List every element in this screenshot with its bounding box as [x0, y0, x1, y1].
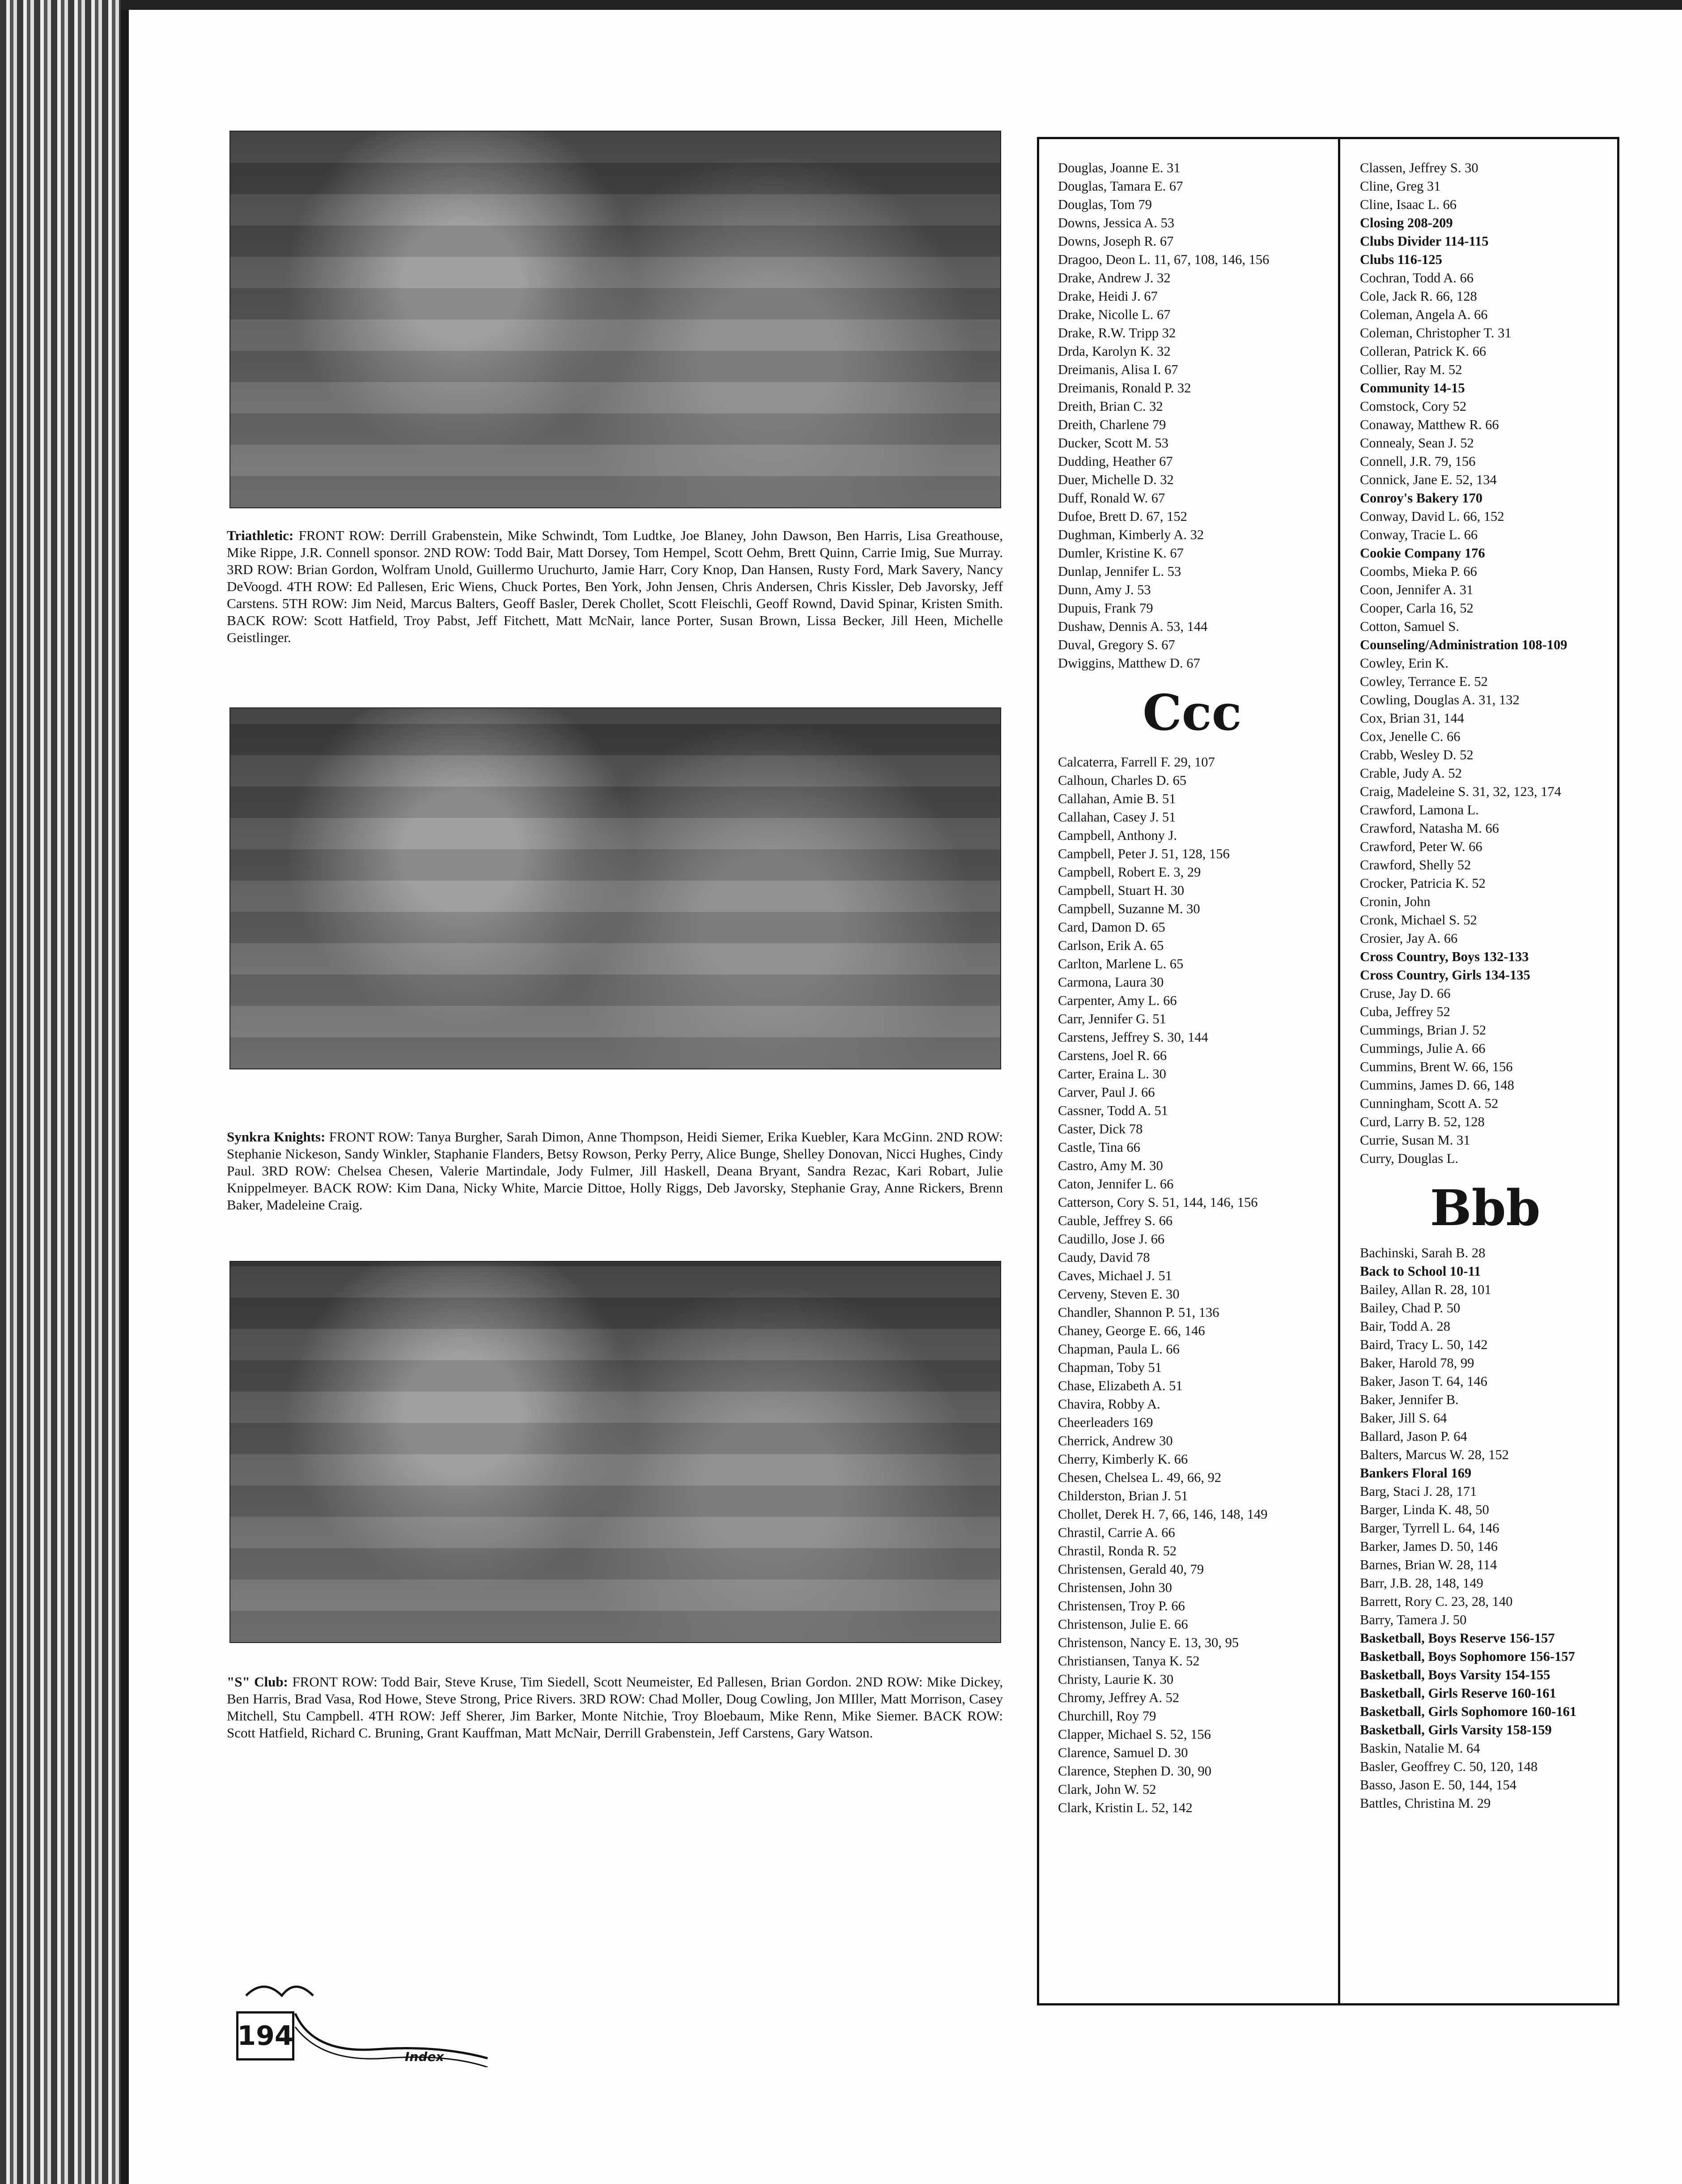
index-entry: Cronk, Michael S. 52: [1360, 912, 1477, 928]
index-entry: Duer, Michelle D. 32: [1058, 472, 1174, 487]
index-entry: Classen, Jeffrey S. 30: [1360, 160, 1478, 175]
index-entry: Carlson, Erik A. 65: [1058, 938, 1164, 953]
index-section-entry: Basketball, Boys Reserve 156-157: [1360, 1631, 1555, 1646]
index-entry: Ducker, Scott M. 53: [1058, 435, 1168, 451]
index-entry: Connick, Jane E. 52, 134: [1360, 472, 1497, 487]
index-entry: Coon, Jennifer A. 31: [1360, 582, 1474, 597]
index-entry: Callahan, Casey J. 51: [1058, 809, 1176, 825]
index-entry: Baker, Jennifer B.: [1360, 1392, 1459, 1407]
index-entry: Cummins, James D. 66, 148: [1360, 1077, 1514, 1093]
index-entry: Campbell, Robert E. 3, 29: [1058, 864, 1201, 880]
index-entry: Christy, Laurie K. 30: [1058, 1672, 1174, 1687]
index-entry: Baker, Harold 78, 99: [1360, 1355, 1474, 1371]
index-entry: Campbell, Stuart H. 30: [1058, 883, 1185, 898]
index-entry: Christenson, Nancy E. 13, 30, 95: [1058, 1635, 1239, 1650]
index-entry: Chrastil, Ronda R. 52: [1058, 1543, 1177, 1558]
index-entry: Clarence, Samuel D. 30: [1058, 1745, 1188, 1760]
index-entry: Barrett, Rory C. 23, 28, 140: [1360, 1594, 1513, 1609]
index-entry: Cummings, Julie A. 66: [1360, 1041, 1486, 1056]
s-club-photo: [229, 1261, 1001, 1643]
index-entry: Cuba, Jeffrey 52: [1360, 1004, 1450, 1019]
index-entry: Conaway, Matthew R. 66: [1360, 417, 1499, 432]
index-section-entry: Cross Country, Girls 134-135: [1360, 967, 1530, 983]
caption-title: Triathletic:: [227, 528, 294, 543]
index-entry: Douglas, Tamara E. 67: [1058, 179, 1183, 194]
index-section-entry: Closing 208-209: [1360, 215, 1453, 230]
index-entry: Callahan, Amie B. 51: [1058, 791, 1176, 806]
index-entry: Cline, Greg 31: [1360, 179, 1441, 194]
index-entry: Curd, Larry B. 52, 128: [1360, 1114, 1485, 1129]
index-entry: Drake, Andrew J. 32: [1058, 270, 1171, 285]
caption-title: Synkra Knights:: [227, 1129, 326, 1145]
index-entry: Conway, Tracie L. 66: [1360, 527, 1478, 542]
index-entry: Barker, James D. 50, 146: [1360, 1539, 1498, 1554]
index-entry: Downs, Jessica A. 53: [1058, 215, 1175, 230]
index-entry: Caudillo, Jose J. 66: [1058, 1231, 1165, 1247]
index-entry: Carstens, Joel R. 66: [1058, 1048, 1167, 1063]
index-section-entry: Back to School 10-11: [1360, 1264, 1481, 1279]
index-entry: Cotton, Samuel S.: [1360, 619, 1459, 634]
index-entry: Bair, Todd A. 28: [1360, 1319, 1450, 1334]
index-entry: Dreimanis, Alisa I. 67: [1058, 362, 1178, 377]
index-entry: Campbell, Anthony J.: [1058, 828, 1177, 843]
index-entry: Dwiggins, Matthew D. 67: [1058, 656, 1200, 671]
index-entry: Baskin, Natalie M. 64: [1360, 1741, 1480, 1756]
index-entry: Crawford, Shelly 52: [1360, 857, 1471, 873]
caption-title: "S" Club:: [227, 1674, 288, 1690]
index-entry: Cowley, Erin K.: [1360, 656, 1448, 671]
index-entry: Baker, Jason T. 64, 146: [1360, 1374, 1487, 1389]
index-entry: Cassner, Todd A. 51: [1058, 1103, 1168, 1118]
index-entry: Chromy, Jeffrey A. 52: [1058, 1690, 1180, 1705]
index-section-entry: Basketball, Boys Varsity 154-155: [1360, 1667, 1550, 1682]
index-entry: Crosier, Jay A. 66: [1360, 931, 1458, 946]
index-entry: Douglas, Tom 79: [1058, 197, 1152, 212]
index-entry: Cummins, Brent W. 66, 156: [1360, 1059, 1513, 1074]
index-entry: Cruse, Jay D. 66: [1360, 986, 1451, 1001]
index-entry: Caster, Dick 78: [1058, 1121, 1143, 1137]
index-entry: Barger, Tyrrell L. 64, 146: [1360, 1520, 1499, 1536]
index-entry: Carlton, Marlene L. 65: [1058, 956, 1184, 971]
index-entry: Christensen, John 30: [1058, 1580, 1172, 1595]
index-entry: Cox, Jenelle C. 66: [1360, 729, 1461, 744]
index-entry: Bachinski, Sarah B. 28: [1360, 1245, 1486, 1260]
index-entry: Cummings, Brian J. 52: [1360, 1022, 1487, 1038]
index-entry: Carstens, Jeffrey S. 30, 144: [1058, 1030, 1208, 1045]
index-entry: Cauble, Jeffrey S. 66: [1058, 1213, 1173, 1228]
index-entry: Currie, Susan M. 31: [1360, 1132, 1470, 1148]
index-entry: Crawford, Natasha M. 66: [1360, 821, 1499, 836]
index-entry: Caves, Michael J. 51: [1058, 1268, 1172, 1283]
index-section-entry: Basketball, Girls Varsity 158-159: [1360, 1722, 1552, 1737]
index-entry: Coombs, Mieka P. 66: [1360, 564, 1477, 579]
index-entry: Dushaw, Dennis A. 53, 144: [1058, 619, 1208, 634]
index-entry: Dughman, Kimberly A. 32: [1058, 527, 1204, 542]
s-club-caption: [227, 1673, 1003, 1741]
index-entry: Comstock, Cory 52: [1360, 399, 1467, 414]
letter-heading-b: Bbb: [1430, 1179, 1541, 1237]
footer-section-label: Index: [405, 2049, 444, 2064]
index-entry: Baird, Tracy L. 50, 142: [1360, 1337, 1488, 1352]
index-entry: Cherrick, Andrew 30: [1058, 1433, 1173, 1448]
index-entry: Chavira, Robby A.: [1058, 1396, 1160, 1412]
index-column-divider: [1338, 137, 1340, 2005]
index-entry: Cline, Isaac L. 66: [1360, 197, 1457, 212]
index-entry: Chase, Elizabeth A. 51: [1058, 1378, 1183, 1393]
index-entry: Barger, Linda K. 48, 50: [1360, 1502, 1489, 1517]
index-entry: Chandler, Shannon P. 51, 136: [1058, 1305, 1219, 1320]
index-entry: Dreith, Charlene 79: [1058, 417, 1166, 432]
index-entry: Dreimanis, Ronald P. 32: [1058, 380, 1191, 396]
index-entry: Chapman, Paula L. 66: [1058, 1341, 1180, 1357]
index-entry: Barnes, Brian W. 28, 114: [1360, 1557, 1497, 1572]
index-entry: Basso, Jason E. 50, 144, 154: [1360, 1777, 1516, 1792]
index-entry: Crawford, Lamona L.: [1360, 802, 1479, 817]
index-entry: Duval, Gregory S. 67: [1058, 637, 1175, 652]
triathletic-caption: [227, 527, 1003, 646]
index-entry: Clapper, Michael S. 52, 156: [1058, 1727, 1211, 1742]
index-entry: Caudy, David 78: [1058, 1250, 1150, 1265]
index-entry: Bailey, Chad P. 50: [1360, 1300, 1461, 1316]
index-entry: Campbell, Suzanne M. 30: [1058, 901, 1200, 916]
index-section-entry: Basketball, Girls Reserve 160-161: [1360, 1686, 1556, 1701]
index-section-entry: Cookie Company 176: [1360, 545, 1485, 561]
index-entry: Connell, J.R. 79, 156: [1360, 454, 1476, 469]
triathletic-photo: [229, 131, 1001, 508]
index-entry: Cochran, Todd A. 66: [1360, 270, 1474, 285]
synkra-knights-caption: [227, 1128, 1003, 1213]
index-entry: Ballard, Jason P. 64: [1360, 1429, 1467, 1444]
index-entry: Christensen, Gerald 40, 79: [1058, 1562, 1204, 1577]
index-entry: Cowley, Terrance E. 52: [1360, 674, 1488, 689]
index-entry: Chapman, Toby 51: [1058, 1360, 1162, 1375]
index-section-entry: Bankers Floral 169: [1360, 1465, 1472, 1481]
index-entry: Duff, Ronald W. 67: [1058, 490, 1165, 506]
index-entry: Drda, Karolyn K. 32: [1058, 344, 1171, 359]
index-entry: Connealy, Sean J. 52: [1360, 435, 1474, 451]
index-section-entry: Clubs Divider 114-115: [1360, 234, 1489, 249]
index-entry: Cerveny, Steven E. 30: [1058, 1286, 1180, 1302]
index-entry: Battles, Christina M. 29: [1360, 1796, 1491, 1811]
index-entry: Card, Damon D. 65: [1058, 920, 1165, 935]
index-entry: Bailey, Allan R. 28, 101: [1360, 1282, 1491, 1297]
index-entry: Dragoo, Deon L. 11, 67, 108, 146, 156: [1058, 252, 1270, 267]
index-entry: Coleman, Angela A. 66: [1360, 307, 1488, 322]
index-entry: Barr, J.B. 28, 148, 149: [1360, 1575, 1483, 1591]
index-section-entry: Cross Country, Boys 132-133: [1360, 949, 1529, 964]
caption-text: FRONT ROW: Derrill Grabenstein, Mike Schwindt, Tom Ludtke, Joe Blaney, John Dawson, Ben Harris, Lisa Greathouse, Mike Rippe, J.R. Connell sponsor. 2ND ROW: Todd Bair, Matt Dorsey, Tom Hempel, Scott Oehm, Brett Quinn, Carrie Imig, Sue Murray. 3RD ROW: Brian Gordon, Wolfram Unold, Guillermo Uruchurto, Jamie Harr, Cory Knop, Dan Hansen, Rusty Ford, Mark Savery, Nancy DeVoogd. 4TH ROW: Ed Pallesen, Eric Wiens, Chuck Portes, Ben York, John Jensen, Chris Andersen, Chris Kissler, Deb Javorsky, Jeff Carstens. 5TH ROW: Jim Neid, Marcus Balters, Geoff Basler, Derek Chollet, Scott Fleischli, Geoff Rownd, David Spinar, Kristen Smith. BACK ROW: Scott Hatfield, Troy Pabst, Jeff Fitchett, Matt McNair, lance Porter, Susan Brown, Lissa Becker, Jill Heen, Michelle Geistlinger.: [227, 528, 1003, 645]
index-entry: Chesen, Chelsea L. 49, 66, 92: [1058, 1470, 1222, 1485]
index-entry: Carter, Eraina L. 30: [1058, 1066, 1166, 1081]
index-entry: Castle, Tina 66: [1058, 1140, 1140, 1155]
index-entry: Dumler, Kristine K. 67: [1058, 545, 1184, 561]
caption-text: FRONT ROW: Tanya Burgher, Sarah Dimon, Anne Thompson, Heidi Siemer, Erika Kuebler, Kara McGinn. 2ND ROW: Stephanie Nickeson, Sandy Winkler, Staphanie Flanders, Betsy Rowson, Perky Perry, Alice Bunge, Shelley Donovan, Nicci Hughes, Cindy Paul. 3RD ROW: Chelsea Chesen, Valerie Martindale, Jody Fulmer, Jill Haskell, Deana Bryant, Sandra Rezac, Kari Robart, Julie Knippelmeyer. BACK ROW: Kim Dana, Nicky White, Marcie Dittoe, Holly Riggs, Deb Javorsky, Stephanie Gray, Anne Rickers, Brenn Baker, Madeleine Craig.: [227, 1129, 1003, 1213]
index-entry: Baker, Jill S. 64: [1360, 1410, 1447, 1426]
index-column-2: [1360, 159, 1610, 1813]
index-entry: Crawford, Peter W. 66: [1360, 839, 1482, 854]
index-entry: Cowling, Douglas A. 31, 132: [1360, 692, 1520, 707]
index-entry: Carr, Jennifer G. 51: [1058, 1011, 1166, 1026]
index-entry: Carpenter, Amy L. 66: [1058, 993, 1177, 1008]
index-entry: Cheerleaders 169: [1058, 1415, 1153, 1430]
index-entry: Christensen, Troy P. 66: [1058, 1598, 1185, 1614]
index-entry: Douglas, Joanne E. 31: [1058, 160, 1181, 175]
index-entry: Castro, Amy M. 30: [1058, 1158, 1163, 1173]
index-entry: Drake, Heidi J. 67: [1058, 289, 1158, 304]
index-entry: Cole, Jack R. 66, 128: [1360, 289, 1477, 304]
index-entry: Dunn, Amy J. 53: [1058, 582, 1151, 597]
index-entry: Chaney, George E. 66, 146: [1058, 1323, 1205, 1338]
caption-text: FRONT ROW: Todd Bair, Steve Kruse, Tim Siedell, Scott Neumeister, Ed Pallesen, Brian Gordon. 2ND ROW: Mike Dickey, Ben Harris, Brad Vasa, Rod Howe, Steve Strong, Price Rivers. 3RD ROW: Chad Moller, Doug Cowling, Jon MIller, Matt Morrison, Casey Mitchell, Stu Campbell. 4TH ROW: Jeff Sherer, Jim Barker, Monte Nitchie, Troy Bloebaum, Mike Renn, Mike Siemer. BACK ROW: Scott Hatfield, Richard C. Bruning, Grant Kauffman, Matt McNair, Derrill Grabenstein, Jeff Carstens, Gary Watson.: [227, 1674, 1003, 1741]
index-entry: Craig, Madeleine S. 31, 32, 123, 174: [1360, 784, 1561, 799]
page-top-edge: [121, 0, 1682, 10]
index-section-entry: Basketball, Boys Sophomore 156-157: [1360, 1649, 1575, 1664]
index-entry: Barry, Tamera J. 50: [1360, 1612, 1467, 1627]
index-entry: Dupuis, Frank 79: [1058, 600, 1153, 616]
index-entry: Crabb, Wesley D. 52: [1360, 747, 1474, 762]
index-entry: Dufoe, Brett D. 67, 152: [1058, 509, 1187, 524]
index-entry: Cunningham, Scott A. 52: [1360, 1096, 1499, 1111]
index-entry: Cooper, Carla 16, 52: [1360, 600, 1474, 616]
index-entry: Cronin, John: [1360, 894, 1431, 909]
index-entry: Clark, John W. 52: [1058, 1782, 1156, 1797]
index-entry: Collier, Ray M. 52: [1360, 362, 1462, 377]
index-entry: Calhoun, Charles D. 65: [1058, 773, 1187, 788]
index-entry: Carver, Paul J. 66: [1058, 1085, 1155, 1100]
index-entry: Childerston, Brian J. 51: [1058, 1488, 1188, 1503]
index-entry: Curry, Douglas L.: [1360, 1151, 1458, 1166]
index-section-entry: Counseling/Administration 108-109: [1360, 637, 1567, 652]
index-entry: Calcaterra, Farrell F. 29, 107: [1058, 754, 1215, 770]
index-entry: Dunlap, Jennifer L. 53: [1058, 564, 1181, 579]
index-entry: Basler, Geoffrey C. 50, 120, 148: [1360, 1759, 1538, 1774]
index-section-entry: Community 14-15: [1360, 380, 1465, 396]
index-section-entry: Clubs 116-125: [1360, 252, 1442, 267]
index-entry: Dudding, Heather 67: [1058, 454, 1173, 469]
index-entry: Barg, Staci J. 28, 171: [1360, 1484, 1477, 1499]
index-entry: Churchill, Roy 79: [1058, 1708, 1156, 1724]
letter-heading-c: Ccc: [1143, 684, 1242, 741]
index-entry: Drake, R.W. Tripp 32: [1058, 325, 1176, 341]
index-entry: Dreith, Brian C. 32: [1058, 399, 1163, 414]
index-entry: Christenson, Julie E. 66: [1058, 1617, 1188, 1632]
index-section-entry: Basketball, Girls Sophomore 160-161: [1360, 1704, 1577, 1719]
index-entry: Balters, Marcus W. 28, 152: [1360, 1447, 1509, 1462]
index-entry: Crocker, Patricia K. 52: [1360, 876, 1486, 891]
index-entry: Christiansen, Tanya K. 52: [1058, 1653, 1200, 1669]
index-column-1: [1058, 159, 1326, 1817]
synkra-knights-photo: [229, 707, 1001, 1069]
index-entry: Caton, Jennifer L. 66: [1058, 1176, 1174, 1192]
index-entry: Downs, Joseph R. 67: [1058, 234, 1174, 249]
index-entry: Cox, Brian 31, 144: [1360, 711, 1464, 726]
index-entry: Clarence, Stephen D. 30, 90: [1058, 1763, 1212, 1779]
index-entry: Cherry, Kimberly K. 66: [1058, 1452, 1188, 1467]
index-entry: Clark, Kristin L. 52, 142: [1058, 1800, 1193, 1815]
index-section-entry: Conroy's Bakery 170: [1360, 490, 1482, 506]
index-entry: Drake, Nicolle L. 67: [1058, 307, 1171, 322]
index-entry: Carmona, Laura 30: [1058, 975, 1164, 990]
index-entry: Chrastil, Carrie A. 66: [1058, 1525, 1175, 1540]
index-entry: Chollet, Derek H. 7, 66, 146, 148, 149: [1058, 1507, 1268, 1522]
index-entry: Campbell, Peter J. 51, 128, 156: [1058, 846, 1230, 861]
index-entry: Catterson, Cory S. 51, 144, 146, 156: [1058, 1195, 1258, 1210]
index-entry: Colleran, Patrick K. 66: [1360, 344, 1487, 359]
binding-edge: [121, 0, 129, 2184]
book-binding: [0, 0, 121, 2184]
index-entry: Conway, David L. 66, 152: [1360, 509, 1504, 524]
index-entry: Coleman, Christopher T. 31: [1360, 325, 1512, 341]
page-number: 194: [236, 2011, 294, 2061]
index-entry: Crable, Judy A. 52: [1360, 766, 1462, 781]
